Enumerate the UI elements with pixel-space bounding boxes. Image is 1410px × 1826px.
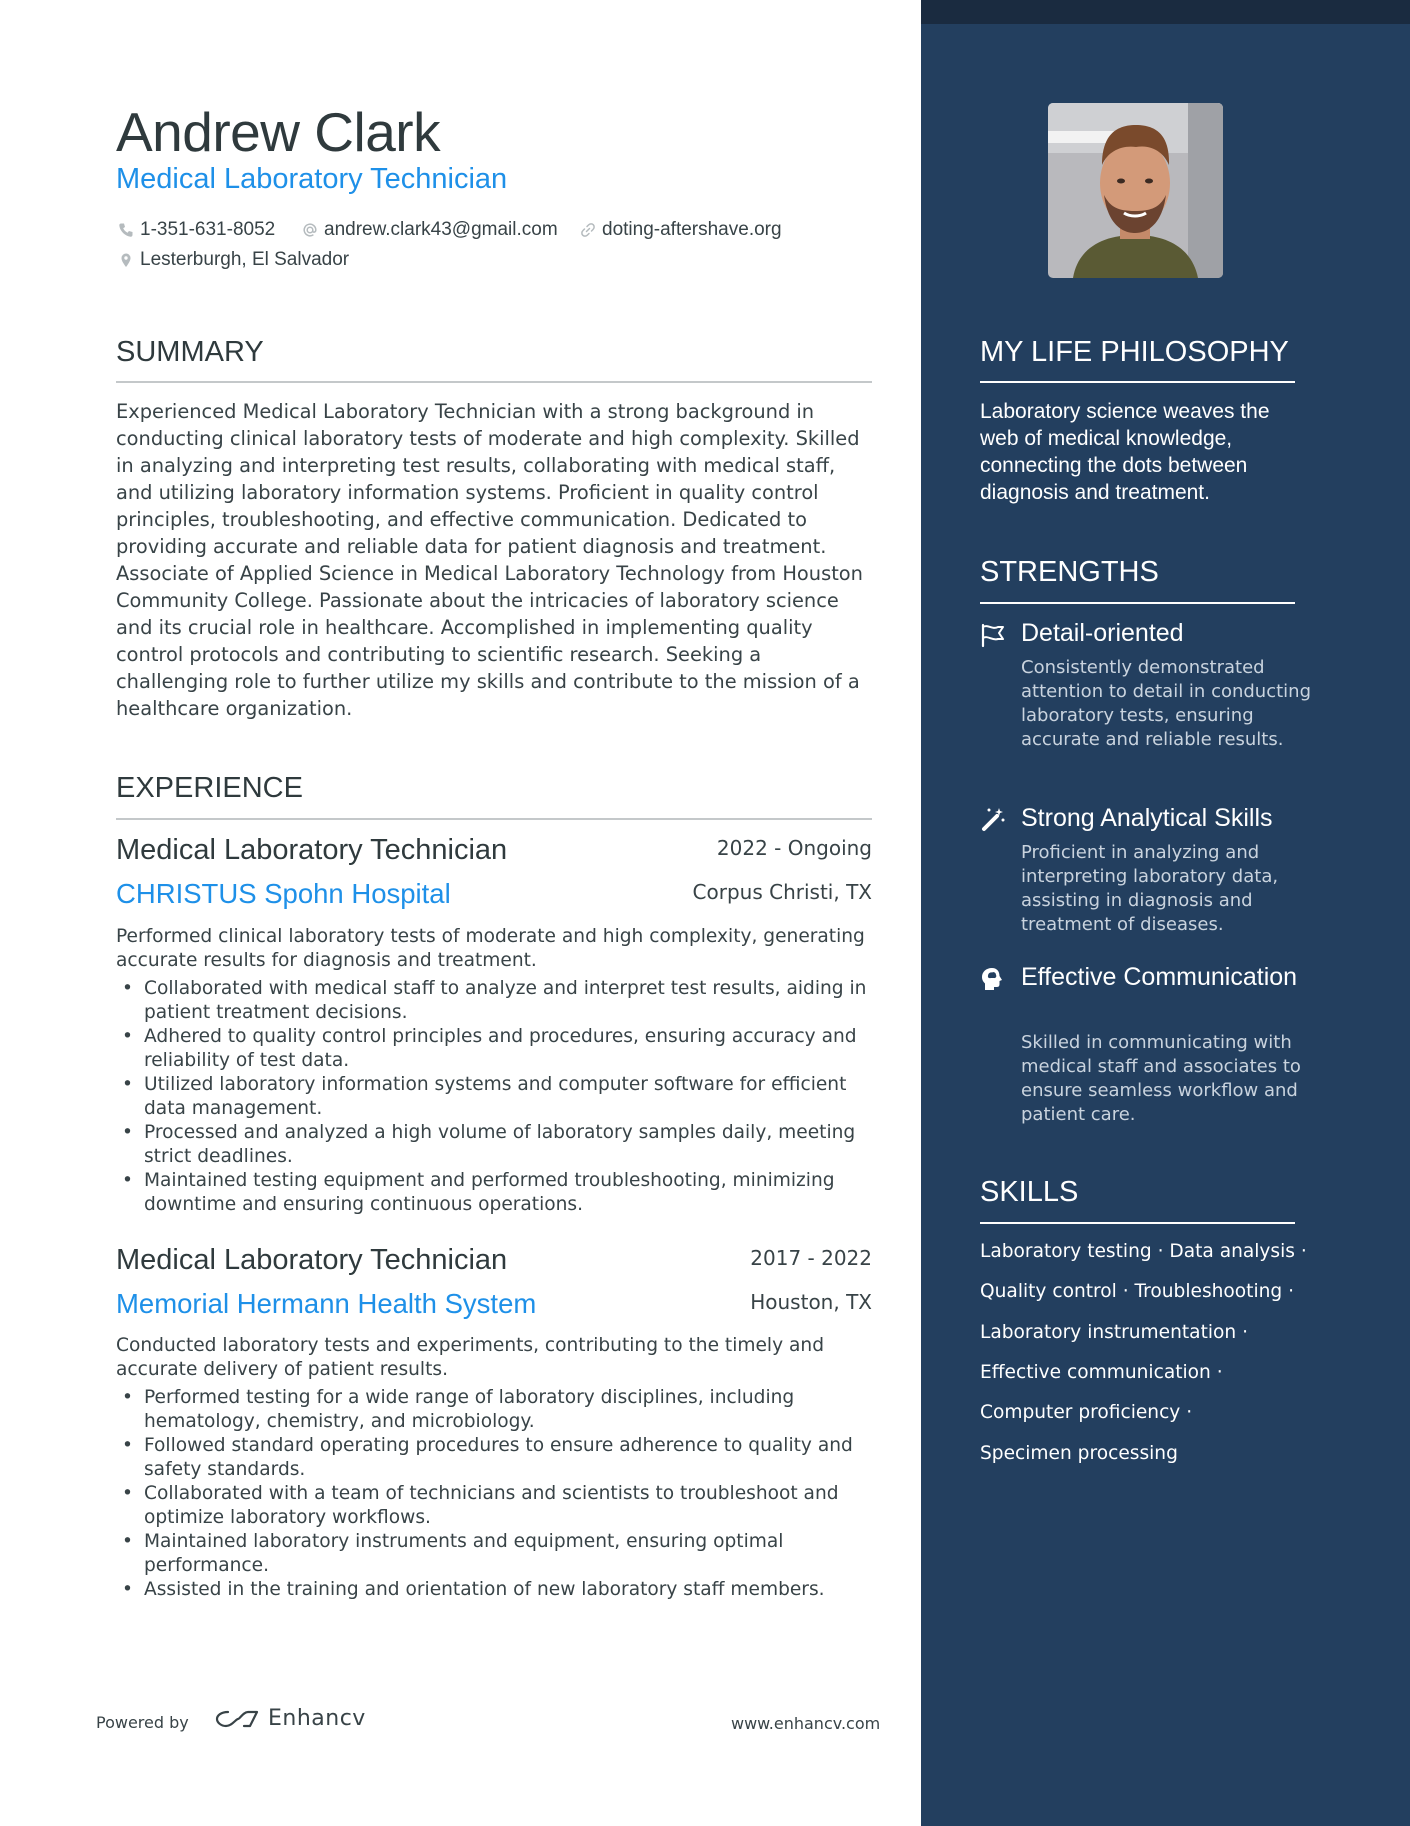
summary-text: Experienced Medical Laboratory Technician with a strong background in conducting clinical laboratory tests of moderate and high complexity. Skilled in analyzing and interpreting test results, collaborating with medical staff, and utilizing laboratory information systems. Proficient in quality control principles, troubleshooting, and effective communication. Dedicated to providing accurate and reliable data for patient diagnosis and treatment. Associate of Applied Science in Medical Laboratory Technology from Houston Community College. Passionate about the intricacies of laboratory science and its crucial role in healthcare. Accomplished in implementing quality control protocols and contributing to scientific research. Seeking a challenging role to further utilize my skills and contribute to the mission of a healthcare organization. [116, 400, 863, 720]
website-text: doting-aftershave.org [602, 219, 782, 240]
profile-photo [1048, 103, 1223, 278]
skill-line: Effective communication · [980, 1362, 1223, 1383]
contact-location [118, 249, 349, 271]
job-title: Medical Laboratory Technician [116, 1244, 508, 1276]
enhancv-logo-icon [214, 1707, 260, 1731]
job-bullet: • Maintained testing equipment and performed troubleshooting, minimizing downtime and ensuring continuous operations. [116, 1169, 872, 1217]
strength-title: Effective Communication [1021, 963, 1298, 991]
job-bullet: • Assisted in the training and orientation of new laboratory staff members. [116, 1578, 872, 1602]
job-bullet: • Adhered to quality control principles and procedures, ensuring accuracy and reliability of test data. [116, 1025, 872, 1073]
summary-divider [116, 381, 872, 383]
job-company[interactable]: Memorial Hermann Health System [116, 1288, 537, 1319]
philosophy-heading: MY LIFE PHILOSOPHY [980, 336, 1289, 368]
philosophy-text: Laboratory science weaves the web of medical knowledge, connecting the dots between diagnosis and treatment. [980, 400, 1270, 504]
candidate-name: Andrew Clark [116, 101, 441, 163]
strength-description: Proficient in analyzing and interpreting laboratory data, assisting in diagnosis and treatment of diseases. [1021, 842, 1279, 935]
job-location: Corpus Christi, TX [692, 880, 872, 904]
magic-wand-icon [980, 806, 1006, 832]
job-bullet: • Followed standard operating procedures to ensure adherence to quality and safety standards. [116, 1434, 872, 1482]
job-dates: 2017 - 2022 [750, 1246, 872, 1270]
job-bullets [116, 1386, 872, 1602]
strength-title: Detail-oriented [1021, 619, 1184, 647]
job-dates: 2022 - Ongoing [716, 836, 872, 860]
job-bullet: • Collaborated with medical staff to analyze and interpret test results, aiding in patient treatment decisions. [116, 977, 872, 1025]
candidate-role: Medical Laboratory Technician [116, 163, 508, 195]
contact-phone[interactable] [118, 219, 275, 241]
sidebar-top-band [921, 0, 1410, 24]
sidebar [921, 0, 1410, 1826]
experience-divider [116, 818, 872, 820]
experience-heading: EXPERIENCE [116, 772, 303, 804]
job-bullet: • Performed testing for a wide range of laboratory disciplines, including hematology, chemistry, and microbiology. [116, 1386, 872, 1434]
email-text: andrew.clark43@gmail.com [324, 219, 558, 240]
enhancv-brand-text: Enhancv [268, 1706, 366, 1731]
powered-by-label: Powered by [96, 1713, 189, 1732]
job-bullet: • Maintained laboratory instruments and equipment, ensuring optimal performance. [116, 1530, 872, 1578]
skill-line: Laboratory testing · Data analysis · [980, 1241, 1307, 1262]
location-text: Lesterburgh, El Salvador [140, 249, 350, 270]
skills-divider [980, 1222, 1295, 1224]
footer-website[interactable]: www.enhancv.com [731, 1714, 881, 1733]
link-icon [580, 222, 596, 238]
job-bullet: • Utilized laboratory information systems and computer software for efficient data management. [116, 1073, 872, 1121]
skill-line: Computer proficiency · [980, 1402, 1193, 1423]
skill-line: Specimen processing [980, 1443, 1178, 1464]
location-pin-icon [118, 252, 134, 268]
phone-icon [118, 222, 134, 238]
contact-email[interactable] [302, 219, 558, 241]
skills-heading: SKILLS [980, 1176, 1079, 1208]
skill-line: Quality control · Troubleshooting · [980, 1281, 1295, 1302]
job-title: Medical Laboratory Technician [116, 834, 508, 866]
strength-title: Strong Analytical Skills [1021, 804, 1273, 832]
head-brain-icon [980, 966, 1006, 992]
flag-icon [980, 622, 1006, 648]
strengths-divider [980, 602, 1295, 604]
strength-description: Skilled in communicating with medical staff and associates to ensure seamless workflow and patient care. [1021, 1032, 1301, 1125]
strength-description: Consistently demonstrated attention to detail in conducting laboratory tests, ensuring accurate and reliable results. [1021, 657, 1312, 750]
job-description: Performed clinical laboratory tests of moderate and high complexity, generating accurate results for diagnosis and treatment. [116, 926, 865, 971]
job-location: Houston, TX [750, 1290, 872, 1314]
job-bullet: • Collaborated with a team of technicians and scientists to troubleshoot and optimize laboratory workflows. [116, 1482, 872, 1530]
contact-website[interactable] [580, 219, 782, 241]
job-company[interactable]: CHRISTUS Spohn Hospital [116, 878, 451, 909]
skill-line: Laboratory instrumentation · [980, 1322, 1249, 1343]
enhancv-logo[interactable] [214, 1706, 366, 1731]
philosophy-divider [980, 381, 1295, 383]
job-description: Conducted laboratory tests and experiments, contributing to the timely and accurate delivery of patient results. [116, 1335, 824, 1380]
strengths-heading: STRENGTHS [980, 556, 1159, 588]
job-bullets [116, 977, 872, 1217]
phone-text: 1-351-631-8052 [140, 219, 276, 240]
job-bullet: • Processed and analyzed a high volume of laboratory samples daily, meeting strict deadlines. [116, 1121, 872, 1169]
summary-heading: SUMMARY [116, 336, 264, 368]
at-icon [302, 222, 318, 238]
